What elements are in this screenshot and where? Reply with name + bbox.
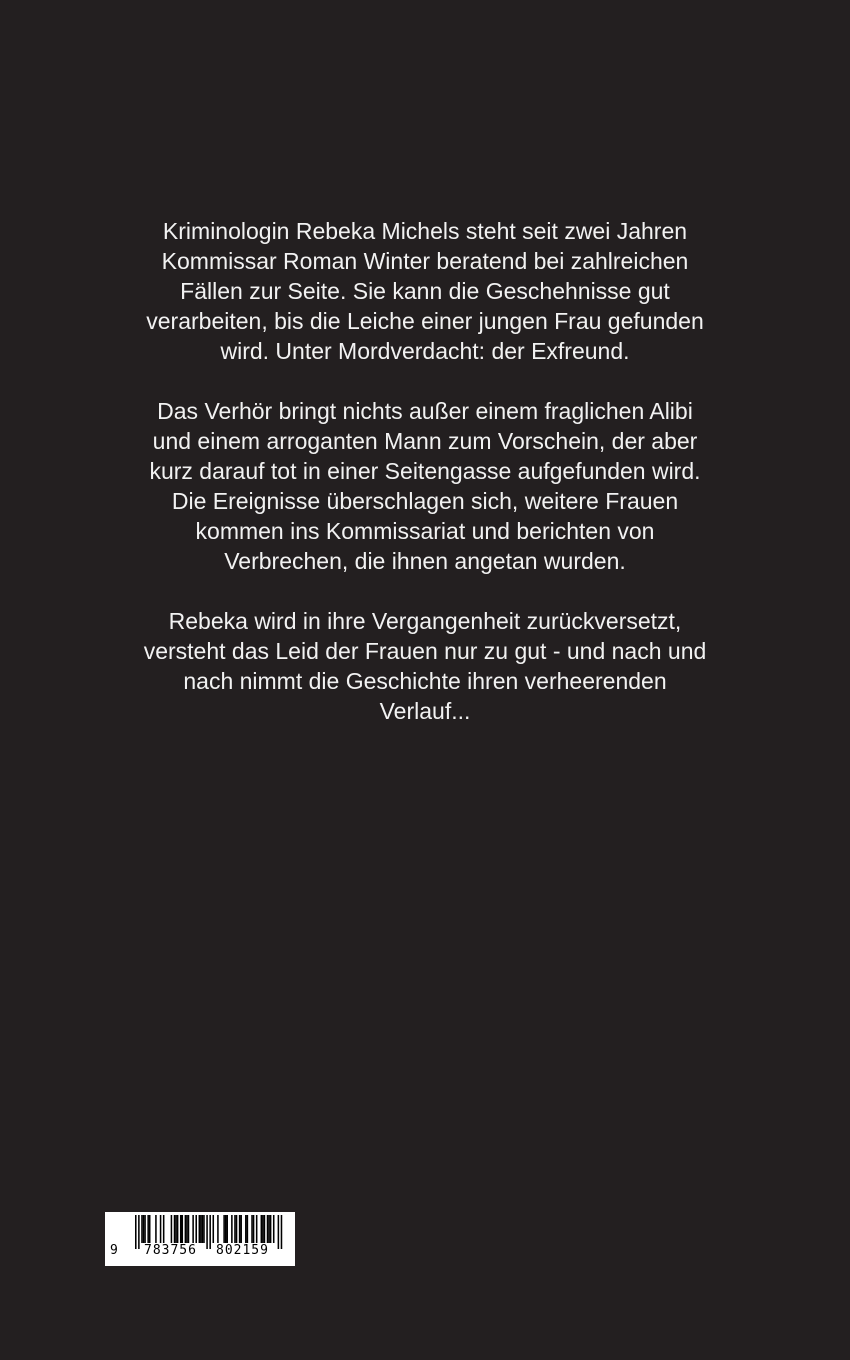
- isbn-prefix-digit: 9: [110, 1243, 118, 1258]
- barcode-bar: [261, 1215, 263, 1243]
- blurb-paragraph-1: [90, 216, 760, 366]
- barcode-bar: [268, 1215, 270, 1243]
- isbn-left-digits: 783756: [144, 1243, 197, 1258]
- blurb-line: Kommissar Roman Winter beratend bei zahlreichen: [161, 248, 689, 274]
- back-cover-blurb: [90, 216, 760, 756]
- barcode-bar: [267, 1215, 269, 1243]
- barcode-bar: [251, 1215, 253, 1243]
- barcode-bar: [240, 1215, 242, 1243]
- barcode-bar: [175, 1215, 177, 1243]
- barcode-bar: [188, 1215, 190, 1243]
- blurb-line: versteht das Leid der Frauen nur zu gut - und nach und: [143, 638, 707, 664]
- barcode-bar: [203, 1215, 205, 1243]
- barcode-bar: [192, 1215, 194, 1243]
- barcode-bar: [144, 1215, 146, 1243]
- isbn-right-digits: 802159: [216, 1243, 269, 1258]
- barcode-bar: [171, 1215, 173, 1243]
- barcode-bar: [160, 1215, 162, 1243]
- barcode-bar: [202, 1215, 204, 1243]
- blurb-paragraph-2: [90, 396, 760, 576]
- blurb-line: kommen ins Kommissariat und berichten von: [195, 518, 655, 544]
- barcode-bar: [143, 1215, 145, 1243]
- barcode-bar: [180, 1215, 182, 1243]
- barcode-bar: [195, 1215, 197, 1243]
- blurb-line: kurz darauf tot in einer Seitengasse aufgefunden wird.: [149, 458, 701, 484]
- blurb-line: Verbrechen, die ihnen angetan wurden.: [224, 548, 626, 574]
- barcode-bar: [273, 1215, 275, 1243]
- blurb-line: und einem arroganten Mann zum Vorschein, der aber: [152, 428, 698, 454]
- barcode-bar: [213, 1215, 215, 1243]
- barcode-bar: [245, 1215, 247, 1243]
- isbn-number: [105, 1243, 295, 1263]
- barcode-bar: [256, 1215, 258, 1243]
- blurb-line: wird. Unter Mordverdacht: der Exfreund.: [220, 338, 630, 364]
- blurb-paragraph-3: [90, 606, 760, 726]
- barcode-bar: [174, 1215, 176, 1243]
- blurb-line: Kriminologin Rebeka Michels steht seit zwei Jahren: [162, 218, 688, 244]
- barcode-bar: [262, 1215, 264, 1243]
- barcode-bar: [200, 1215, 202, 1243]
- blurb-line: nach nimmt die Geschichte ihren verheerenden: [183, 668, 667, 694]
- blurb-line: verarbeiten, bis die Leiche einer jungen Frau gefunden: [146, 308, 704, 334]
- barcode-bar: [217, 1215, 219, 1243]
- barcode-bar: [226, 1215, 228, 1243]
- barcode-bar: [264, 1215, 266, 1243]
- barcode-bar: [177, 1215, 179, 1243]
- barcode-bar: [247, 1215, 249, 1243]
- barcode-bar: [182, 1215, 184, 1243]
- barcode-bar: [185, 1215, 187, 1243]
- blurb-line: Die Ereignisse überschlagen sich, weitere Frauen: [171, 488, 679, 514]
- barcode-bar: [163, 1215, 165, 1243]
- blurb-line: Fällen zur Seite. Sie kann die Geschehnisse gut: [180, 278, 670, 304]
- blurb-line: Verlauf...: [379, 698, 471, 724]
- isbn-barcode: [105, 1212, 295, 1266]
- blurb-line: Das Verhör bringt nichts außer einem fraglichen Alibi: [157, 398, 693, 424]
- barcode-bar: [141, 1215, 143, 1243]
- barcode-bar: [231, 1215, 233, 1243]
- blurb-line: Rebeka wird in ihre Vergangenheit zurückversetzt,: [168, 608, 682, 634]
- barcode-bar: [225, 1215, 227, 1243]
- barcode-bar: [239, 1215, 241, 1243]
- barcode-bar: [186, 1215, 188, 1243]
- barcode-bar: [253, 1215, 255, 1243]
- barcode-bar: [223, 1215, 225, 1243]
- barcode-bar: [199, 1215, 201, 1243]
- barcode-bar: [149, 1215, 151, 1243]
- barcode-bar: [155, 1215, 157, 1243]
- barcode-bar: [236, 1215, 238, 1243]
- barcode-bar: [234, 1215, 236, 1243]
- barcode-bar: [270, 1215, 272, 1243]
- barcode-bar: [147, 1215, 149, 1243]
